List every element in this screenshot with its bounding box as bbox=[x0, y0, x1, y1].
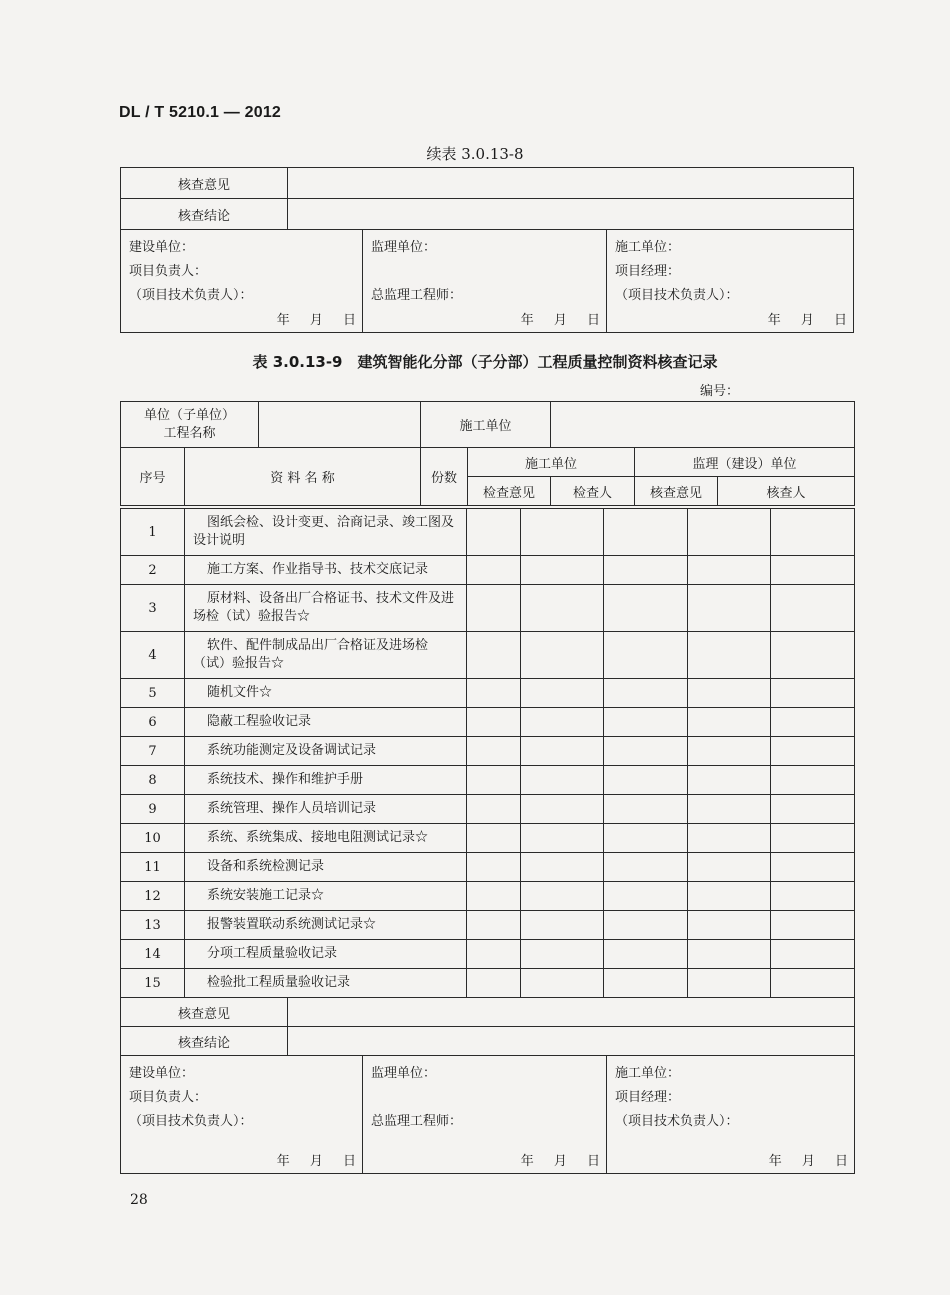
header-construction-group: 施工单位 bbox=[468, 448, 635, 477]
row-no: 2 bbox=[121, 556, 185, 585]
table-row bbox=[121, 509, 855, 556]
review-opinion-cell[interactable] bbox=[688, 556, 771, 585]
copies-cell[interactable] bbox=[467, 940, 521, 969]
check-opinion-cell[interactable] bbox=[521, 585, 604, 632]
reviewer-cell[interactable] bbox=[771, 824, 855, 853]
sig-tech-person: （项目技术负责人）： bbox=[615, 288, 739, 303]
row-no: 4 bbox=[121, 632, 185, 679]
review-opinion-cell[interactable] bbox=[688, 795, 771, 824]
table-row bbox=[121, 632, 855, 679]
check-opinion-cell[interactable] bbox=[521, 766, 604, 795]
review-opinion-cell[interactable] bbox=[688, 940, 771, 969]
review-opinion-cell[interactable] bbox=[688, 679, 771, 708]
checker-cell[interactable] bbox=[604, 585, 688, 632]
row-no: 5 bbox=[121, 679, 185, 708]
copies-cell[interactable] bbox=[467, 911, 521, 940]
copies-cell[interactable] bbox=[467, 679, 521, 708]
signature-owner[interactable] bbox=[121, 230, 363, 333]
row-name: 系统技术、操作和维护手册 bbox=[185, 766, 467, 795]
checker-cell[interactable] bbox=[604, 940, 688, 969]
copies-cell[interactable] bbox=[467, 824, 521, 853]
table-row bbox=[121, 911, 855, 940]
table-row bbox=[121, 585, 855, 632]
serial-number-label: 编号： bbox=[700, 384, 740, 399]
row-name: 设备和系统检测记录 bbox=[185, 853, 467, 882]
row-no: 3 bbox=[121, 585, 185, 632]
reviewer-cell[interactable] bbox=[771, 737, 855, 766]
check-opinion-cell[interactable] bbox=[521, 708, 604, 737]
sig-tech-person: 总监理工程师： bbox=[371, 1114, 463, 1129]
row-name: 原材料、设备出厂合格证书、技术文件及进场检（试）验报告☆ bbox=[185, 585, 467, 632]
review-opinion-cell[interactable] bbox=[688, 737, 771, 766]
sig-person: 项目负责人： bbox=[129, 264, 208, 279]
reviewer-cell[interactable] bbox=[771, 882, 855, 911]
check-opinion-cell[interactable] bbox=[521, 556, 604, 585]
checker-cell[interactable] bbox=[604, 911, 688, 940]
sig-tech-person: （项目技术负责人）： bbox=[615, 1114, 739, 1129]
row-no: 15 bbox=[121, 969, 185, 998]
construction-unit-field[interactable] bbox=[551, 402, 855, 448]
sig-unit: 施工单位： bbox=[615, 240, 681, 255]
review-opinion-cell[interactable] bbox=[688, 969, 771, 998]
row-name: 系统功能测定及设备调试记录 bbox=[185, 737, 467, 766]
construction-unit-label: 施工单位 bbox=[421, 402, 551, 448]
header-seq: 序号 bbox=[121, 448, 185, 506]
checker-cell[interactable] bbox=[604, 708, 688, 737]
row-no: 8 bbox=[121, 766, 185, 795]
copies-cell[interactable] bbox=[467, 585, 521, 632]
row-no: 9 bbox=[121, 795, 185, 824]
row-name: 软件、配件制成品出厂合格证及进场检（试）验报告☆ bbox=[185, 632, 467, 679]
review-conclusion-label: 核查结论 bbox=[121, 1027, 288, 1056]
check-opinion-cell[interactable] bbox=[521, 509, 604, 556]
header-check-opinion: 检查意见 bbox=[468, 477, 551, 506]
sig-date: 年 月 日 bbox=[768, 1154, 849, 1169]
signature-contractor[interactable] bbox=[607, 1056, 855, 1174]
review-opinion-cell[interactable] bbox=[688, 853, 771, 882]
sig-date: 年 月 日 bbox=[276, 313, 356, 328]
sig-date: 年 月 日 bbox=[276, 1154, 356, 1169]
row-name: 系统、系统集成、接地电阻测试记录☆ bbox=[185, 824, 467, 853]
sig-unit: 监理单位： bbox=[371, 240, 437, 255]
copies-cell[interactable] bbox=[467, 632, 521, 679]
table-row bbox=[121, 882, 855, 911]
page-number: 28 bbox=[130, 1192, 148, 1208]
review-opinion-cell[interactable] bbox=[688, 708, 771, 737]
table-row bbox=[121, 940, 855, 969]
checker-cell[interactable] bbox=[604, 632, 688, 679]
table-row bbox=[121, 679, 855, 708]
review-opinion-cell[interactable] bbox=[688, 585, 771, 632]
review-opinion-field[interactable] bbox=[288, 168, 854, 199]
row-name: 分项工程质量验收记录 bbox=[185, 940, 467, 969]
review-conclusion-field[interactable] bbox=[288, 1027, 855, 1056]
copies-cell[interactable] bbox=[467, 509, 521, 556]
row-no: 6 bbox=[121, 708, 185, 737]
copies-cell[interactable] bbox=[467, 882, 521, 911]
row-name: 系统管理、操作人员培训记录 bbox=[185, 795, 467, 824]
sig-person bbox=[371, 1086, 598, 1110]
sig-unit: 建设单位： bbox=[129, 1066, 195, 1081]
sig-person: 项目经理： bbox=[615, 1090, 681, 1105]
checker-cell[interactable] bbox=[604, 795, 688, 824]
reviewer-cell[interactable] bbox=[771, 853, 855, 882]
copies-cell[interactable] bbox=[467, 795, 521, 824]
check-opinion-cell[interactable] bbox=[521, 853, 604, 882]
sig-unit: 建设单位： bbox=[129, 240, 195, 255]
sig-person: 项目负责人： bbox=[129, 1090, 208, 1105]
checker-cell[interactable] bbox=[604, 882, 688, 911]
checker-cell[interactable] bbox=[604, 737, 688, 766]
checker-cell[interactable] bbox=[604, 969, 688, 998]
reviewer-cell[interactable] bbox=[771, 969, 855, 998]
row-name: 检验批工程质量验收记录 bbox=[185, 969, 467, 998]
checker-cell[interactable] bbox=[604, 679, 688, 708]
sig-tech-person: （项目技术负责人）： bbox=[129, 1114, 253, 1129]
sig-person: 项目经理： bbox=[615, 264, 681, 279]
reviewer-cell[interactable] bbox=[771, 911, 855, 940]
unit-name-label: 单位（子单位） 工程名称 bbox=[121, 402, 259, 448]
sig-unit: 监理单位： bbox=[371, 1066, 437, 1081]
quality-control-record-table bbox=[120, 401, 855, 506]
table-row bbox=[121, 969, 855, 998]
reviewer-cell[interactable] bbox=[771, 708, 855, 737]
checker-cell[interactable] bbox=[604, 853, 688, 882]
header-copies: 份数 bbox=[421, 448, 468, 506]
review-conclusion-label: 核查结论 bbox=[121, 199, 288, 230]
review-opinion-label: 核查意见 bbox=[121, 168, 288, 199]
reviewer-cell[interactable] bbox=[771, 766, 855, 795]
checker-cell[interactable] bbox=[604, 556, 688, 585]
row-no: 1 bbox=[121, 509, 185, 556]
signature-supervisor[interactable] bbox=[363, 1056, 607, 1174]
reviewer-cell[interactable] bbox=[771, 585, 855, 632]
check-opinion-cell[interactable] bbox=[521, 969, 604, 998]
sig-unit: 施工单位： bbox=[615, 1066, 681, 1081]
table-row bbox=[121, 795, 855, 824]
standard-code: DL / T 5210.1 — 2012 bbox=[119, 104, 282, 121]
check-opinion-cell[interactable] bbox=[521, 940, 604, 969]
row-name: 隐蔽工程验收记录 bbox=[185, 708, 467, 737]
checker-cell[interactable] bbox=[604, 509, 688, 556]
header-review-opinion: 核查意见 bbox=[635, 477, 718, 506]
row-no: 14 bbox=[121, 940, 185, 969]
row-no: 13 bbox=[121, 911, 185, 940]
row-no: 10 bbox=[121, 824, 185, 853]
signature-supervisor[interactable] bbox=[363, 230, 607, 333]
table-row bbox=[121, 556, 855, 585]
copies-cell[interactable] bbox=[467, 969, 521, 998]
check-opinion-cell[interactable] bbox=[521, 824, 604, 853]
record-rows-table bbox=[120, 508, 855, 998]
row-name: 系统安装施工记录☆ bbox=[185, 882, 467, 911]
unit-name-field[interactable] bbox=[259, 402, 421, 448]
reviewer-cell[interactable] bbox=[771, 556, 855, 585]
review-opinion-cell[interactable] bbox=[688, 509, 771, 556]
copies-cell[interactable] bbox=[467, 766, 521, 795]
signature-owner[interactable] bbox=[121, 1056, 363, 1174]
review-opinion-cell[interactable] bbox=[688, 632, 771, 679]
sig-person bbox=[371, 260, 598, 284]
review-opinion-cell[interactable] bbox=[688, 882, 771, 911]
table-row bbox=[121, 766, 855, 795]
copies-cell[interactable] bbox=[467, 556, 521, 585]
row-no: 12 bbox=[121, 882, 185, 911]
checker-cell[interactable] bbox=[604, 766, 688, 795]
review-opinion-field[interactable] bbox=[288, 998, 855, 1027]
copies-cell[interactable] bbox=[467, 737, 521, 766]
copies-cell[interactable] bbox=[467, 853, 521, 882]
reviewer-cell[interactable] bbox=[771, 509, 855, 556]
header-name: 资 料 名 称 bbox=[185, 448, 421, 506]
table-row bbox=[121, 737, 855, 766]
table-row bbox=[121, 853, 855, 882]
check-opinion-cell[interactable] bbox=[521, 911, 604, 940]
reviewer-cell[interactable] bbox=[771, 940, 855, 969]
check-opinion-cell[interactable] bbox=[521, 795, 604, 824]
review-opinion-label: 核查意见 bbox=[121, 998, 288, 1027]
check-opinion-cell[interactable] bbox=[521, 882, 604, 911]
sig-date: 年 月 日 bbox=[520, 1154, 600, 1169]
review-opinion-cell[interactable] bbox=[688, 824, 771, 853]
header-supervision-group: 监理（建设）单位 bbox=[635, 448, 855, 477]
sig-tech-person: （项目技术负责人）： bbox=[129, 288, 253, 303]
review-conclusion-field[interactable] bbox=[288, 199, 854, 230]
continued-table-title: 续表 3.0.13-8 bbox=[426, 145, 524, 163]
table-row bbox=[121, 708, 855, 737]
continued-table bbox=[120, 167, 854, 333]
row-name: 随机文件☆ bbox=[185, 679, 467, 708]
check-opinion-cell[interactable] bbox=[521, 737, 604, 766]
reviewer-cell[interactable] bbox=[771, 679, 855, 708]
checker-cell[interactable] bbox=[604, 824, 688, 853]
review-signature-table bbox=[120, 997, 855, 1174]
header-checker: 检查人 bbox=[551, 477, 635, 506]
sig-date: 年 月 日 bbox=[520, 313, 600, 328]
row-name: 图纸会检、设计变更、洽商记录、竣工图及设计说明 bbox=[185, 509, 467, 556]
reviewer-cell[interactable] bbox=[771, 632, 855, 679]
copies-cell[interactable] bbox=[467, 708, 521, 737]
row-no: 7 bbox=[121, 737, 185, 766]
review-opinion-cell[interactable] bbox=[688, 911, 771, 940]
header-reviewer: 核查人 bbox=[718, 477, 855, 506]
row-no: 11 bbox=[121, 853, 185, 882]
review-opinion-cell[interactable] bbox=[688, 766, 771, 795]
signature-contractor[interactable] bbox=[607, 230, 854, 333]
sig-date: 年 月 日 bbox=[767, 313, 848, 328]
table-title: 表 3.0.13-9 建筑智能化分部（子分部）工程质量控制资料核查记录 bbox=[252, 353, 718, 371]
check-opinion-cell[interactable] bbox=[521, 679, 604, 708]
check-opinion-cell[interactable] bbox=[521, 632, 604, 679]
row-name: 报警装置联动系统测试记录☆ bbox=[185, 911, 467, 940]
row-name: 施工方案、作业指导书、技术交底记录 bbox=[185, 556, 467, 585]
reviewer-cell[interactable] bbox=[771, 795, 855, 824]
table-row bbox=[121, 824, 855, 853]
sig-tech-person: 总监理工程师： bbox=[371, 288, 463, 303]
